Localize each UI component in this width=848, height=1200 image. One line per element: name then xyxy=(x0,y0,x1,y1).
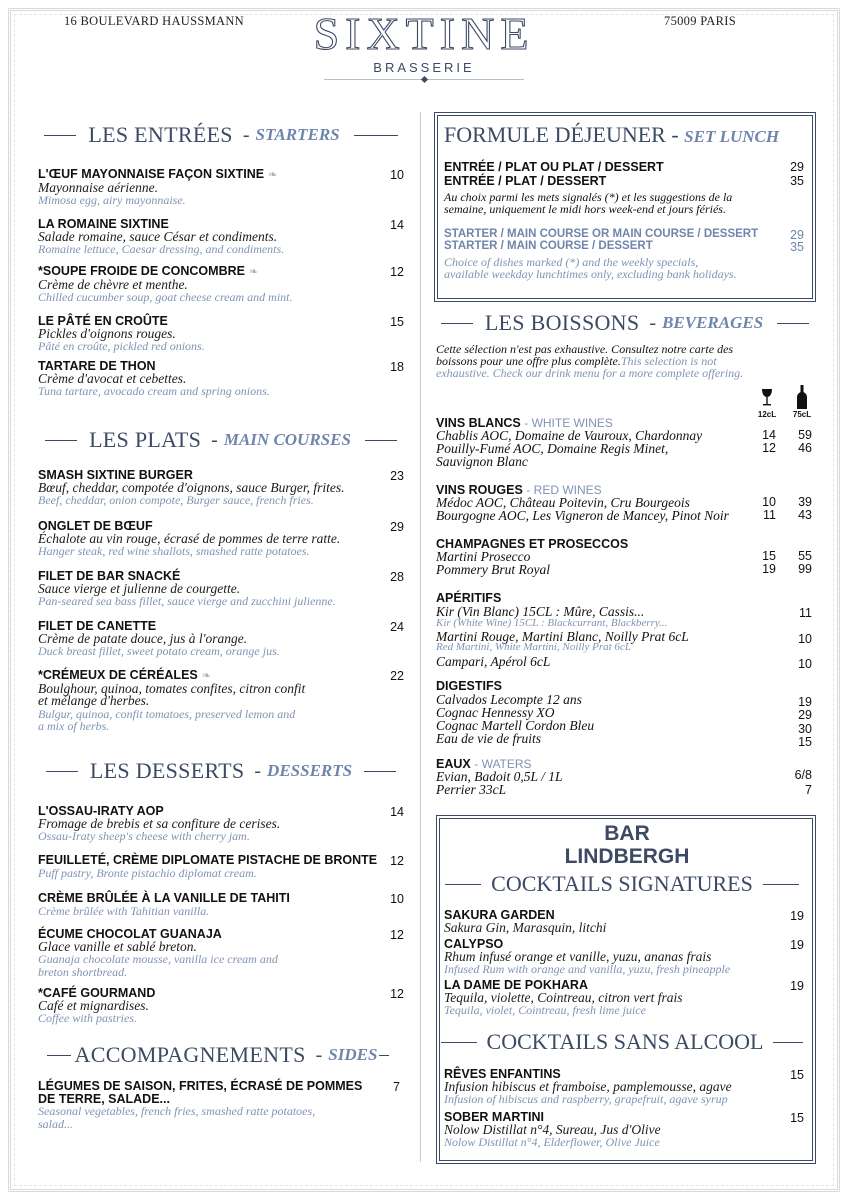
bev-price: 30 xyxy=(798,722,812,736)
bev-price-bottle: 99 xyxy=(798,562,812,576)
leaf-icon: ❧ xyxy=(268,169,278,181)
bev-item: Calvados Lecompte 12 ans xyxy=(436,692,582,707)
price-entree-4: 15 xyxy=(390,315,404,329)
section-title-desserts: LES DESSERTS - DESSERTS xyxy=(38,758,404,784)
bev-item: Campari, Apérol 6cL xyxy=(436,654,551,669)
section-title-entrees: LES ENTRÉES - STARTERS xyxy=(38,122,404,148)
bev-price-bottle: 46 xyxy=(798,441,812,455)
bev-item: Evian, Badoit 0,5L / 1L xyxy=(436,769,563,784)
price-entree-1: 10 xyxy=(390,168,404,182)
formule-line-2: ENTRÉE / PLAT / DESSERT xyxy=(444,174,607,188)
bev-item: Médoc AOC, Château Poitevin, Cru Bourgeois xyxy=(436,495,690,510)
bev-price-glass: 15 xyxy=(762,549,776,563)
bev-item-en: Kir (White Wine) 15CL : Blackcurrant, Blackberry... xyxy=(436,617,668,629)
bev-item: Pouilly-Fumé AOC, Domaine Regis Minet, xyxy=(436,441,669,456)
bev-price: 15 xyxy=(798,735,812,749)
cocktails-sans-alcool-title: COCKTAILS SANS ALCOOL xyxy=(444,1029,800,1055)
bev-price-bottle: 39 xyxy=(798,495,812,509)
dish-dessert-4: ÉCUME CHOCOLAT GUANAJA Glace vanille et sablé breton. Guanaja chocolate mousse, vanilla ice cream and breton shortbread. xyxy=(38,927,278,979)
bev-price-glass: 19 xyxy=(762,562,776,576)
cocktail-item: SAKURA GARDEN Sakura Gin, Marasquin, litchi xyxy=(444,908,607,935)
dish-plat-3: FILET DE BAR SNACKÉ Sauce vierge et julienne de courgette. Pan-seared sea bass fillet, sauce vierge and zucchini julienne. xyxy=(38,569,336,608)
formule-price-2: 35 xyxy=(790,174,804,188)
formule-line-en-1: STARTER / MAIN COURSE OR MAIN COURSE / DESSERT xyxy=(444,228,759,240)
dish-dessert-2: FEUILLETÉ, CRÈME DIPLOMATE PISTACHE DE BRONTE Puff pastry, Bronte pistachio diplomat cream. xyxy=(38,853,378,880)
bev-price-glass: 12 xyxy=(762,441,776,455)
price-entree-5: 18 xyxy=(390,360,404,374)
dish-plat-4: FILET DE CANETTE Crème de patate douce, jus à l'orange. Duck breast fillet, sweet potato cream, orange jus. xyxy=(38,619,280,658)
price-plat-5: 22 xyxy=(390,669,404,683)
bev-price-glass: 10 xyxy=(762,495,776,509)
col-header-75cl: 75cL xyxy=(792,410,812,419)
cocktail-price: 19 xyxy=(790,979,804,993)
bev-item: Cognac Hennessy XO xyxy=(436,705,555,720)
mocktail-item: SOBER MARTINI Nolow Distillat n°4, Sureau, Jus d'Olive Nolow Distillat n°4, Elderflower, Olive Juice xyxy=(444,1110,661,1149)
bev-price: 29 xyxy=(798,708,812,722)
category-vins-rouges: VINS ROUGES - RED WINES xyxy=(436,483,602,497)
bev-price: 19 xyxy=(798,695,812,709)
bev-item: Pommery Brut Royal xyxy=(436,562,550,577)
mocktail-item: RÊVES ENFANTINS Infusion hibiscus et framboise, pamplemousse, agave Infusion of hibiscus and raspberry, grapefruit, agave syrup xyxy=(444,1067,732,1106)
bev-item: Chablis AOC, Domaine de Vauroux, Chardonnay xyxy=(436,428,703,443)
bev-price-bottle: 55 xyxy=(798,549,812,563)
formule-price-en-1: 29 xyxy=(790,228,804,242)
dish-plat-5: *CRÉMEUX DE CÉRÉALES ❧ Boulghour, quinoa, tomates confites, citron confit et mélange d'herbes. Bulgur, quinoa, confit tomatoes, preserved lemon and a mix of herbs. xyxy=(38,668,306,733)
bev-item: Cognac Martell Cordon Bleu xyxy=(436,718,595,733)
price-plat-2: 29 xyxy=(390,520,404,534)
bev-item: Martini Rouge, Martini Blanc, Noilly Prat 6cL xyxy=(436,629,689,644)
section-title-boissons: LES BOISSONS - BEVERAGES xyxy=(436,310,814,336)
bev-price-glass: 11 xyxy=(763,508,776,522)
logo-divider xyxy=(324,79,524,80)
leaf-icon: ❧ xyxy=(248,266,259,278)
dish-entree-1: L'ŒUF MAYONNAISE FAÇON SIXTINE ❧ Mayonnaise aérienne. Mimosa egg, airy mayonnaise. xyxy=(38,167,278,207)
category-eaux: EAUX - WATERS xyxy=(436,757,532,771)
cocktail-item: CALYPSO Rhum infusé orange et vanille, yuzu, ananas frais Infused Rum with orange and vanilla, yuzu, fresh pineapple xyxy=(444,937,731,976)
bev-price-glass: 14 xyxy=(762,428,776,442)
price-dessert-3: 10 xyxy=(390,892,404,906)
dish-entree-3: *SOUPE FROIDE DE CONCOMBRE ❧ Crème de chèvre et menthe. Chilled cucumber soup, goat cheese cream and mint. xyxy=(38,264,293,304)
price-plat-1: 23 xyxy=(390,469,404,483)
col-header-12cl: 12cL xyxy=(757,410,777,419)
cocktail-price: 19 xyxy=(790,938,804,952)
logo-wordmark: SIXTINE xyxy=(313,8,535,59)
logo-subtitle: BRASSERIE xyxy=(373,60,475,75)
dish-side-1: LÉGUMES DE SAISON, FRITES, ÉCRASÉ DE POMMES DE TERRE, SALADE... Seasonal vegetables, french fries, smashed ratte potatoes, salad... xyxy=(38,1079,363,1131)
formule-note-en: Choice of dishes marked (*) and the weekly specials, available weekday lunchtimes only, excluding bank holidays. xyxy=(444,255,737,281)
leaf-icon: ❧ xyxy=(201,670,211,682)
price-entree-3: 12 xyxy=(390,265,404,279)
price-entree-2: 14 xyxy=(390,218,404,232)
bev-price: 10 xyxy=(798,632,812,646)
bev-price: 6/8 xyxy=(794,768,812,782)
bev-price: 10 xyxy=(798,657,812,671)
price-dessert-1: 14 xyxy=(390,805,404,819)
bev-price: 7 xyxy=(805,783,812,797)
category-digestifs: DIGESTIFS xyxy=(436,679,502,693)
dish-entree-5: TARTARE DE THON Crème d'avocat et cebettes. Tuna tartare, avocado cream and spring onions. xyxy=(38,359,270,398)
dish-entree-4: LE PÂTÉ EN CROÛTE Pickles d'oignons rouges. Pâté en croûte, pickled red onions. xyxy=(38,314,205,353)
category-vins-blancs: VINS BLANCS - WHITE WINES xyxy=(436,416,613,430)
dish-dessert-3: CRÈME BRÛLÉE À LA VANILLE DE TAHITI Crème brûlée with Tahitian vanilla. xyxy=(38,891,290,918)
bev-item: Martini Prosecco xyxy=(436,549,531,564)
formule-title: FORMULE DÉJEUNER - SET LUNCH xyxy=(444,122,780,147)
bev-item-cont: Sauvignon Blanc xyxy=(436,454,528,469)
bev-price-bottle: 59 xyxy=(798,428,812,442)
section-title-sides: ACCOMPAGNEMENTS - SIDES xyxy=(38,1042,398,1068)
category-aperitifs: APÉRITIFS xyxy=(436,591,502,605)
mocktail-price: 15 xyxy=(790,1068,804,1082)
logo xyxy=(0,10,848,80)
price-dessert-5: 12 xyxy=(390,987,404,1001)
bev-item: Bourgogne AOC, Les Vigneron de Mancey, Pinot Noir xyxy=(436,508,729,523)
dish-dessert-5: *CAFÉ GOURMAND Café et mignardises. Coffee with pastries. xyxy=(38,986,156,1025)
bev-item: Kir (Vin Blanc) 15CL : Mûre, Cassis... xyxy=(436,604,645,619)
column-divider xyxy=(420,112,421,1162)
formule-price-en-2: 35 xyxy=(790,240,804,254)
formule-price-1: 29 xyxy=(790,160,804,174)
cocktails-signatures-title: COCKTAILS SIGNATURES xyxy=(444,871,800,897)
bev-price-bottle: 43 xyxy=(798,508,812,522)
formule-note: Au choix parmi les mets signalés (*) et les suggestions de la semaine, uniquement le midi hors week-end et jours fériés. xyxy=(444,190,733,216)
price-plat-4: 24 xyxy=(390,620,404,634)
price-dessert-2: 12 xyxy=(390,854,404,868)
bev-item: Perrier 33cL xyxy=(436,782,507,797)
bar-title: BAR LINDBERGH xyxy=(564,822,690,868)
bev-price: 11 xyxy=(799,606,812,620)
dish-plat-1: SMASH SIXTINE BURGER Bœuf, cheddar, compotée d'oignons, sauce Burger, frites. Beef, cheddar, onion compote, Burger sauce, french fries. xyxy=(38,468,345,507)
formule-line-1: ENTRÉE / PLAT OU PLAT / DESSERT xyxy=(444,160,664,174)
category-champagnes: CHAMPAGNES ET PROSECCOS xyxy=(436,537,629,551)
dish-dessert-1: L'OSSAU-IRATY AOP Fromage de brebis et sa confiture de cerises. Ossau-Iraty sheep's cheese with cherry jam. xyxy=(38,804,281,843)
restaurant-city: 75009 PARIS xyxy=(664,14,736,28)
price-dessert-4: 12 xyxy=(390,928,404,942)
section-title-plats: LES PLATS - MAIN COURSES xyxy=(38,427,404,453)
formule-line-en-2: STARTER / MAIN COURSE / DESSERT xyxy=(444,240,653,252)
cocktail-item: LA DAME DE POKHARA Tequila, violette, Cointreau, citron vert frais Tequila, violet, Cointreau, fresh lime juice xyxy=(444,978,683,1017)
bev-item: Eau de vie de fruits xyxy=(436,731,541,746)
dish-plat-2: ONGLET DE BŒUF Échalote au vin rouge, écrasé de pommes de terre ratte. Hanger steak, red wine shallots, smashed ratte potatoes. xyxy=(38,519,341,558)
price-side-1: 7 xyxy=(393,1080,400,1094)
bev-item-en: Red Martini, White Martini, Noilly Prat 6cL xyxy=(436,641,631,653)
mocktail-price: 15 xyxy=(790,1111,804,1125)
dish-entree-2: LA ROMAINE SIXTINE Salade romaine, sauce César et condiments. Romaine lettuce, Caesar dressing, and condiments. xyxy=(38,217,285,256)
cocktail-price: 19 xyxy=(790,909,804,923)
restaurant-address: 16 BOULEVARD HAUSSMANN xyxy=(64,14,245,28)
beverages-intro: Cette sélection n'est pas exhaustive. Consultez notre carte des boissons pour une offre plus complète.This selection is not exhaustive. Check our drink menu for a more complete offering. xyxy=(436,342,744,380)
price-plat-3: 28 xyxy=(390,570,404,584)
